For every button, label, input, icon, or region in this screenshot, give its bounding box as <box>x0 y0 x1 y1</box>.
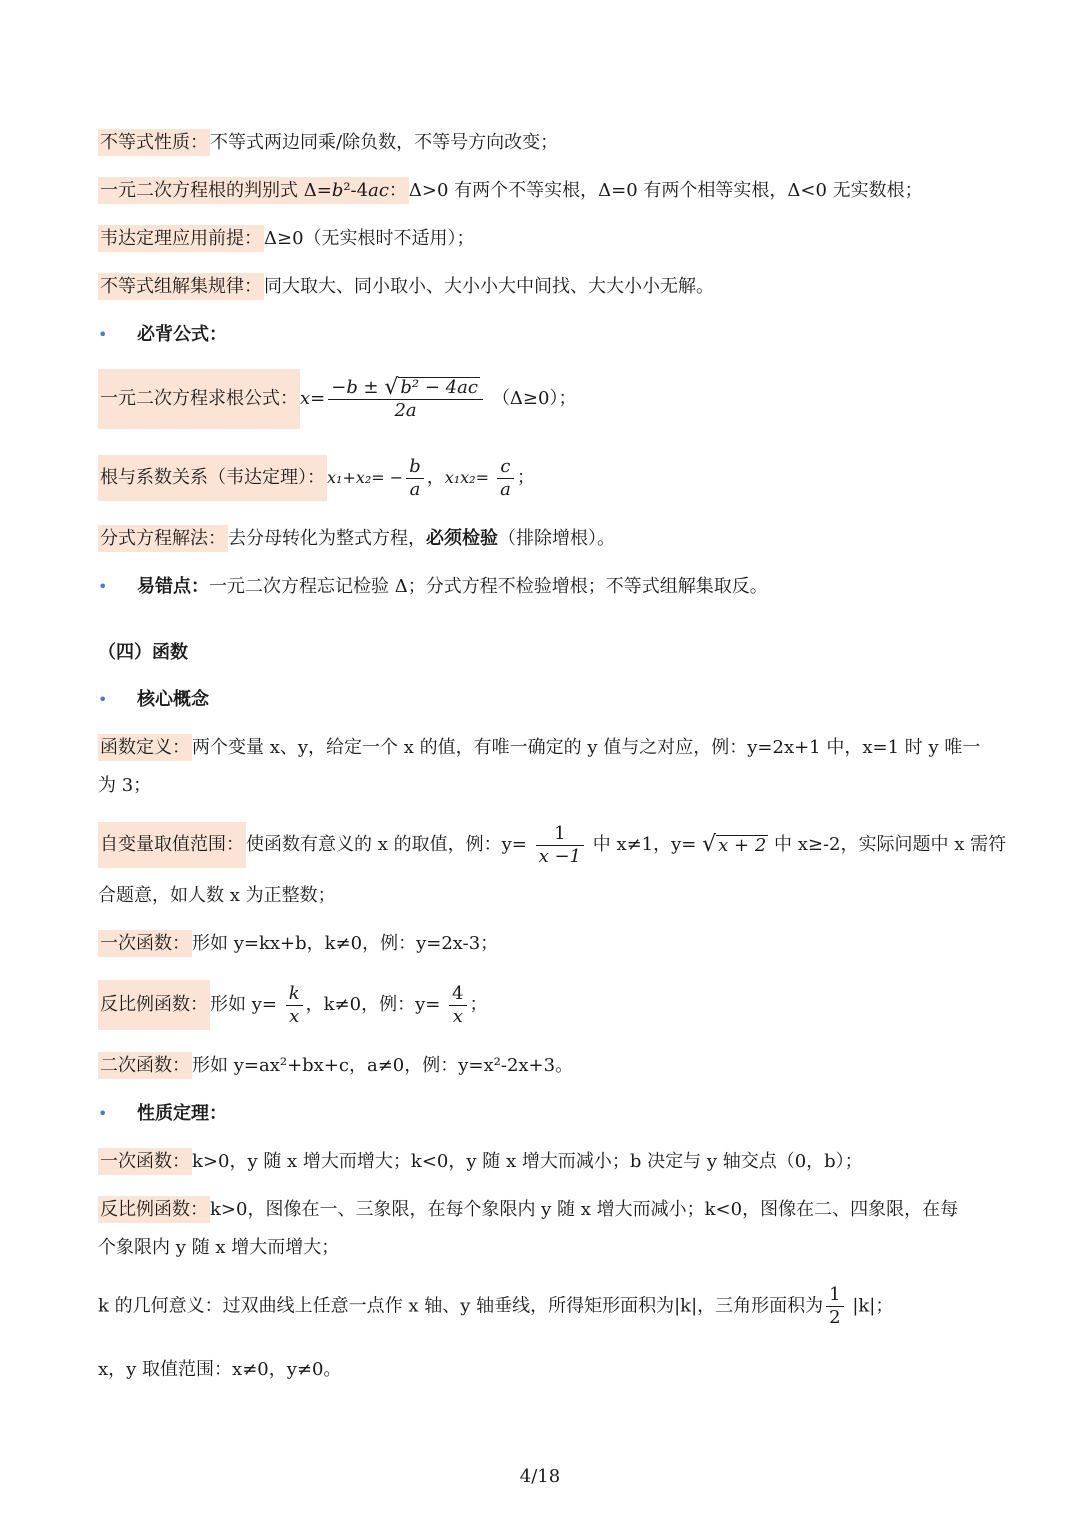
highlight-label: 自变量取值范围： <box>98 822 246 868</box>
radicand: x + 2 <box>718 834 767 856</box>
line-text: 形如 y= <box>210 994 283 1015</box>
fraction <box>328 374 483 422</box>
domain-range-cont: 合题意，如人数 x 为正整数； <box>98 885 336 906</box>
fraction-numerator <box>328 374 483 400</box>
num-part: −b ± <box>331 376 385 398</box>
bullet-icon: • <box>98 690 108 709</box>
sqrt-icon: √ <box>384 374 399 400</box>
bullet-heading: 核心概念 <box>137 689 209 710</box>
sum-expr: x₁+x₂= − <box>327 468 404 487</box>
fraction-denominator: 2a <box>394 399 417 421</box>
xy-range: x，y 取值范围：x≠0，y≠0。 <box>98 1359 342 1380</box>
bullet-icon: • <box>98 1104 108 1123</box>
page-number: 4/18 <box>519 1466 561 1487</box>
fraction-numerator: 4 <box>449 983 466 1006</box>
label-part: ac <box>368 180 389 201</box>
discriminant-rule <box>98 179 923 203</box>
highlight-label: 分式方程解法： <box>98 525 228 552</box>
line-text: 同大取大、同小取小、大小小大中间找、大大小小无解。 <box>264 276 714 297</box>
line-text: k>0，图像在一、三象限，在每个象限内 y 随 x 增大而减小；k<0，图像在二、四象限，在每 <box>210 1199 959 1220</box>
separator: ， <box>426 467 445 488</box>
bullet-heading: 性质定理： <box>137 1103 227 1124</box>
line-text: 一元二次方程忘记检验 Δ；分式方程不检验增根；不等式组解集取反。 <box>209 576 768 597</box>
bullet-icon: • <box>98 325 108 344</box>
line-text: 中 x≠1，y= <box>587 834 703 855</box>
line-text: 去分母转化为整式方程， <box>228 528 426 549</box>
line-text: k 的几何意义：过双曲线上任意一点作 x 轴、y 轴垂线，所得矩形面积为|k|，三角形面积为 <box>98 1295 824 1317</box>
highlight-label: 一元二次方程求根公式： <box>98 369 300 429</box>
line-text: 中 x≥-2，实际问题中 x 需符 <box>768 834 1007 855</box>
line-text: 不等式两边同乘/除负数，不等号方向改变； <box>210 132 559 153</box>
linear-properties <box>98 1150 863 1174</box>
bold-text: 必须检验 <box>426 528 498 549</box>
inequality-property <box>98 131 558 155</box>
highlight-label <box>98 177 409 204</box>
radicand: b² − 4ac <box>400 376 478 398</box>
quadratic-formula <box>98 369 576 429</box>
product-expr: x₁x₂= <box>444 468 495 487</box>
line-text: ，k≠0，例：y= <box>305 994 447 1015</box>
fraction-denominator: x <box>289 1005 300 1027</box>
label-part: 一元二次方程根的判别式 Δ= <box>100 180 332 201</box>
function-definition <box>98 736 980 760</box>
highlight-label: 反比例函数： <box>98 980 210 1030</box>
bullet-line <box>137 575 768 599</box>
highlight-label: 一次函数： <box>98 1148 192 1175</box>
fraction-denominator: 2 <box>829 1307 841 1328</box>
fraction <box>406 456 424 501</box>
highlight-label: 二次函数： <box>98 1052 192 1079</box>
formula-x: x= <box>300 388 326 409</box>
line-text: ； <box>469 994 488 1015</box>
line-text: 使函数有意义的 x 的取值，例：y= <box>246 834 533 855</box>
fraction <box>536 823 584 868</box>
fraction-denominator: x <box>452 1005 463 1027</box>
inverse-properties-cont: 个象限内 y 随 x 增大而增大； <box>98 1237 340 1258</box>
fraction-numerator: 1 <box>826 1284 843 1307</box>
fraction-numerator: b <box>406 456 424 479</box>
bullet-heading: 易错点： <box>137 576 209 597</box>
section-heading: （四）函数 <box>98 642 188 663</box>
label-part: ²-4 <box>343 180 369 201</box>
inequality-system-rule <box>98 275 714 299</box>
fraction <box>497 456 514 501</box>
bullet-heading: 必背公式： <box>137 324 227 345</box>
function-definition-cont: 为 3； <box>98 775 152 796</box>
inverse-properties <box>98 1198 958 1222</box>
k-geometric-meaning <box>98 1284 893 1329</box>
highlight-label: 韦达定理应用前提： <box>98 225 264 252</box>
line-text: 形如 y=ax²+bx+c，a≠0，例：y=x²-2x+3。 <box>192 1055 574 1076</box>
formula-condition: （Δ≥0）； <box>491 388 577 409</box>
line-text: |k|； <box>846 1295 894 1317</box>
fractional-equation-method <box>98 527 615 551</box>
end-mark: ； <box>516 467 535 488</box>
highlight-label: 根与系数关系（韦达定理）： <box>98 455 327 501</box>
fraction-numerator: c <box>497 456 514 479</box>
line-text: （排除增根）。 <box>498 528 615 549</box>
line-text: k>0，y 随 x 增大而增大；k<0，y 随 x 增大而减小；b 决定与 y 轴交点（0，b）； <box>192 1151 863 1172</box>
label-part: ： <box>388 180 407 201</box>
domain-range <box>98 822 1006 868</box>
fraction-denominator: x −1 <box>538 845 581 867</box>
highlight-label: 不等式组解集规律： <box>98 273 264 300</box>
fraction-denominator: a <box>500 478 511 500</box>
line-text: 两个变量 x、y，给定一个 x 的值，有唯一确定的 y 值与之对应，例：y=2x+1 中，x=1 时 y 唯一 <box>192 737 981 758</box>
highlight-label: 反比例函数： <box>98 1196 210 1223</box>
line-text: Δ≥0（无实根时不适用）； <box>264 228 475 249</box>
fraction <box>449 983 466 1028</box>
linear-function <box>98 932 498 956</box>
line-text: Δ>0 有两个不等实根，Δ=0 有两个相等实根，Δ<0 无实数根； <box>408 180 923 201</box>
fraction-numerator: 1 <box>536 823 584 846</box>
highlight-label: 函数定义： <box>98 734 192 761</box>
highlight-label: 不等式性质： <box>98 129 210 156</box>
vieta-relation <box>98 455 535 501</box>
vieta-premise <box>98 227 475 251</box>
quadratic-function <box>98 1054 573 1078</box>
label-part: b <box>331 180 344 201</box>
highlight-label: 一次函数： <box>98 930 192 957</box>
fraction <box>286 983 303 1028</box>
line-text: 形如 y=kx+b，k≠0，例：y=2x-3； <box>192 933 499 954</box>
fraction-numerator: k <box>286 983 303 1006</box>
bullet-icon: • <box>98 577 108 596</box>
fraction <box>826 1284 843 1329</box>
inverse-function <box>98 980 488 1030</box>
sqrt-icon: √ <box>702 832 717 857</box>
fraction-denominator: a <box>409 478 421 500</box>
